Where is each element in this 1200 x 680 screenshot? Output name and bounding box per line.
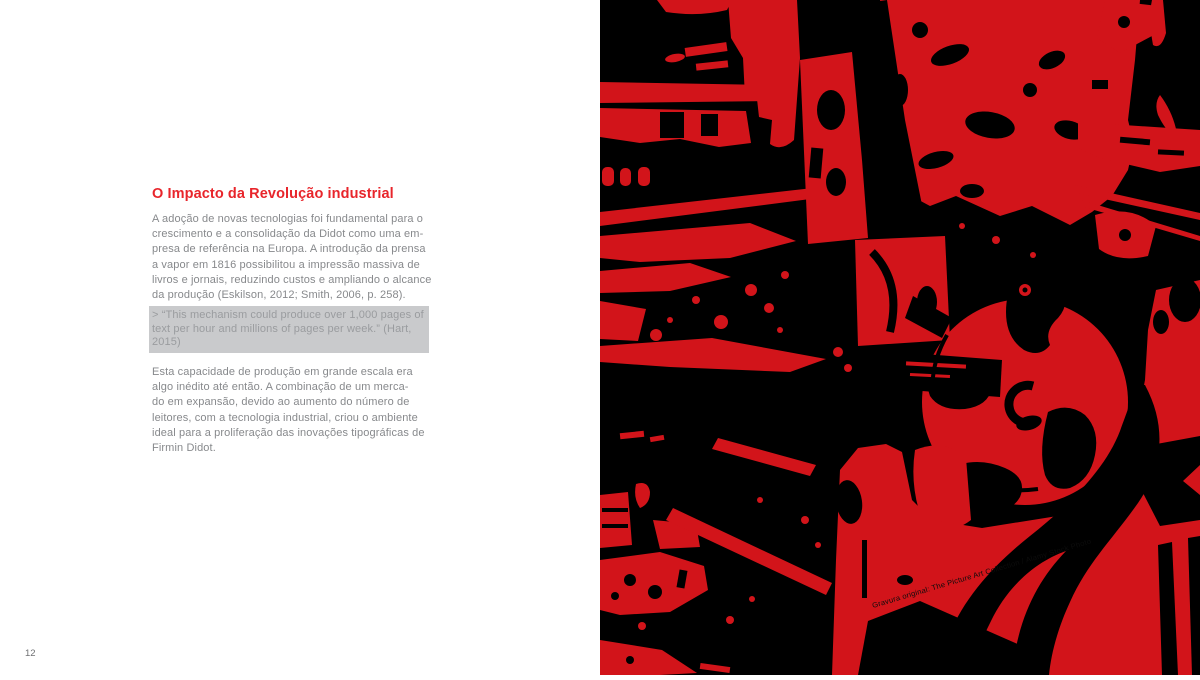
- quote-line: > “This mechanism could produce over 1,000 pages of: [152, 309, 424, 322]
- text-line: presa de referência na Europa. A introdução da prensa: [152, 243, 426, 256]
- text-line: do em expansão, devido ao aumento do número de: [152, 396, 410, 409]
- text-line: A adoção de novas tecnologias foi fundamental para o: [152, 213, 424, 225]
- text-line: Firmin Didot.: [152, 442, 216, 455]
- image-credit-caption: Gravura original: The Picture Art Collection / Alamy Stock Photo: [871, 538, 1086, 610]
- paragraph-1: [152, 212, 444, 303]
- text-line: leitores, com a tecnologia industrial, criou o ambiente: [152, 411, 418, 424]
- paragraph-2: [152, 365, 444, 456]
- text-line: crescimento e a consolidação da Didot como uma em-: [152, 228, 424, 241]
- text-line: a vapor em 1816 possibilitou a impressão massiva de: [152, 258, 420, 271]
- quote-line: 2015): [152, 336, 181, 349]
- text-column: [152, 186, 444, 456]
- section-heading: O Impacto da Revolução industrial: [152, 186, 394, 202]
- press-duotone-image: [600, 0, 1200, 675]
- right-page: [600, 0, 1200, 675]
- text-line: livros e jornais, reduzindo custos e ampliando o alcance: [152, 273, 432, 286]
- text-line: algo inédito até então. A combinação de um merca-: [152, 381, 409, 394]
- text-line: ideal para a proliferação das inovações tipográficas de: [152, 426, 425, 439]
- text-line: da produção (Eskilson, 2012; Smith, 2006, p. 258).: [152, 289, 406, 302]
- page-number: 12: [25, 648, 36, 659]
- quote-line: text per hour and millions of pages per week.” (Hart,: [152, 322, 412, 335]
- text-line: Esta capacidade de produção em grande escala era: [152, 366, 413, 378]
- left-page: [0, 0, 600, 675]
- quote-highlight: [149, 306, 429, 353]
